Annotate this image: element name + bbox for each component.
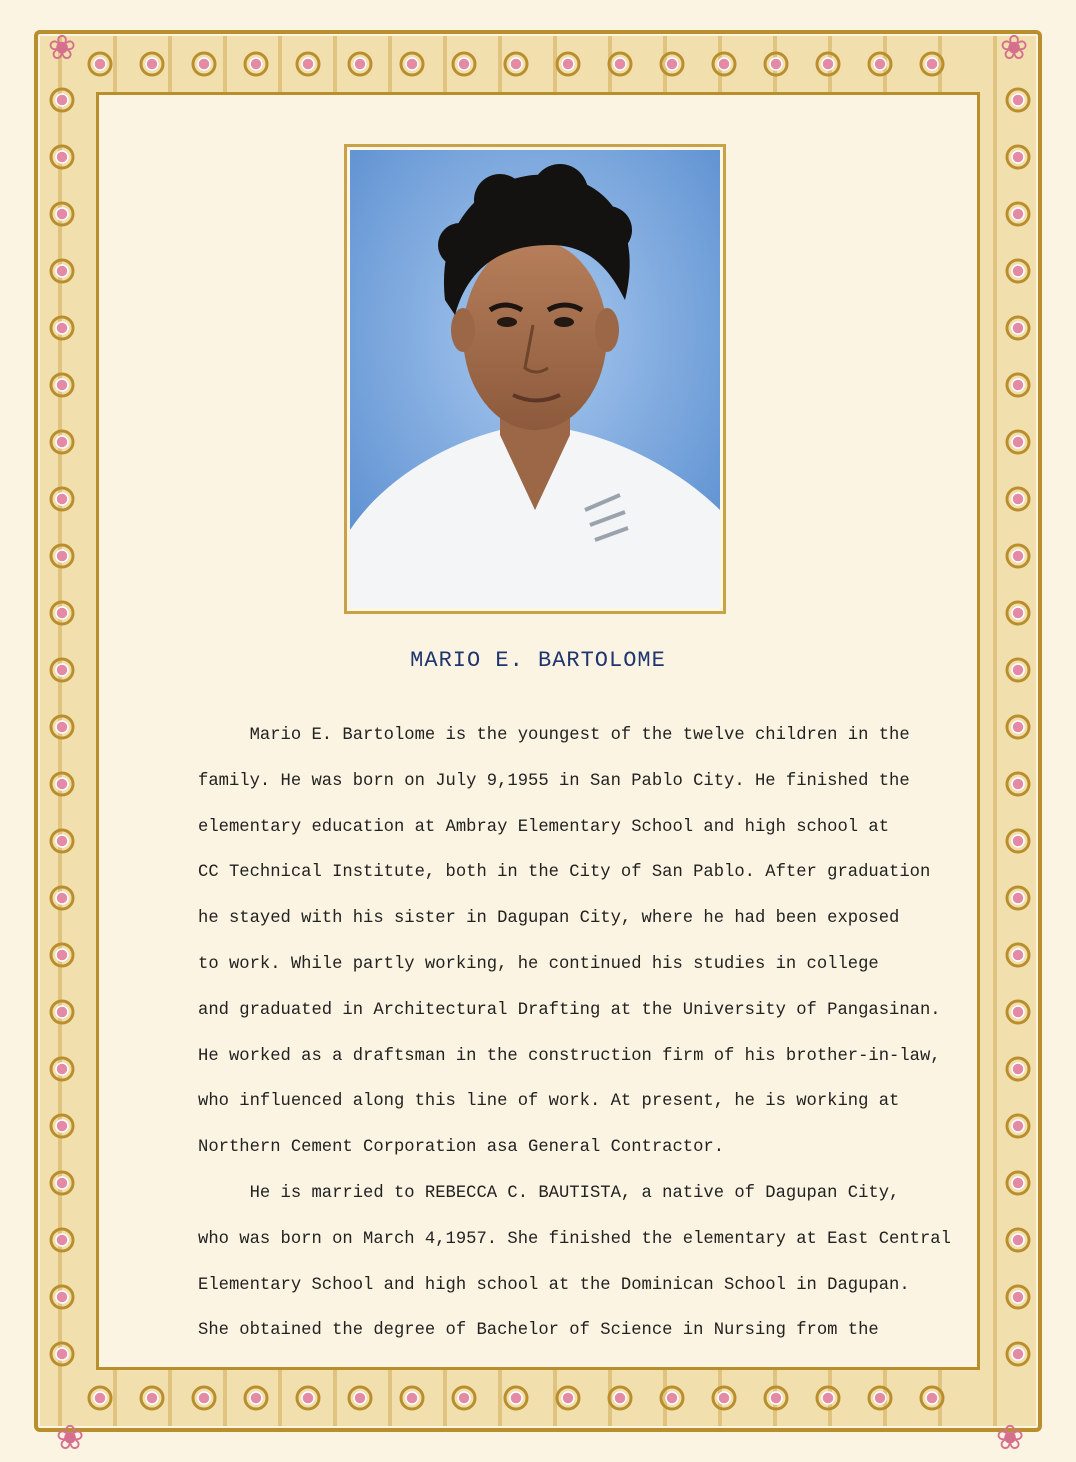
corner-flourish-icon: ❀ [55, 1418, 85, 1458]
bio-line: Northern Cement Corporation asa General Contractor. [198, 1138, 725, 1158]
person-name-heading: MARIO E. BARTOLOME [410, 648, 666, 673]
bio-line: elementary education at Ambray Elementary School and high school at [198, 817, 890, 837]
bio-line: CC Technical Institute, both in the City of San Pablo. After graduation [198, 863, 931, 883]
corner-flourish-icon: ❀ [995, 1418, 1025, 1458]
bio-line: She obtained the degree of Bachelor of Science in Nursing from the [198, 1321, 879, 1341]
bio-line: who was born on March 4,1957. She finished the elementary at East Central [198, 1229, 951, 1249]
bio-line: Mario E. Bartolome is the youngest of the twelve children in the [198, 726, 910, 745]
biography-text [198, 713, 951, 1354]
corner-flourish-icon: ❀ [47, 28, 77, 68]
bio-line: he stayed with his sister in Dagupan City, where he had been exposed [198, 909, 900, 929]
bio-line: family. He was born on July 9,1955 in San Pablo City. He finished the [198, 771, 910, 791]
bio-line: He worked as a draftsman in the construction firm of his brother-in-law, [198, 1046, 941, 1066]
bio-line: who influenced along this line of work. At present, he is working at [198, 1092, 900, 1112]
bio-line: He is married to REBECCA C. BAUTISTA, a native of Dagupan City, [198, 1183, 900, 1203]
bio-line: to work. While partly working, he continued his studies in college [198, 954, 879, 974]
portrait-photo [350, 150, 720, 608]
corner-flourish-icon: ❀ [999, 28, 1029, 68]
bio-line: Elementary School and high school at the Dominican School in Dagupan. [198, 1275, 910, 1295]
portrait-frame [344, 144, 726, 614]
bio-line: and graduated in Architectural Drafting at the University of Pangasinan. [198, 1000, 941, 1020]
